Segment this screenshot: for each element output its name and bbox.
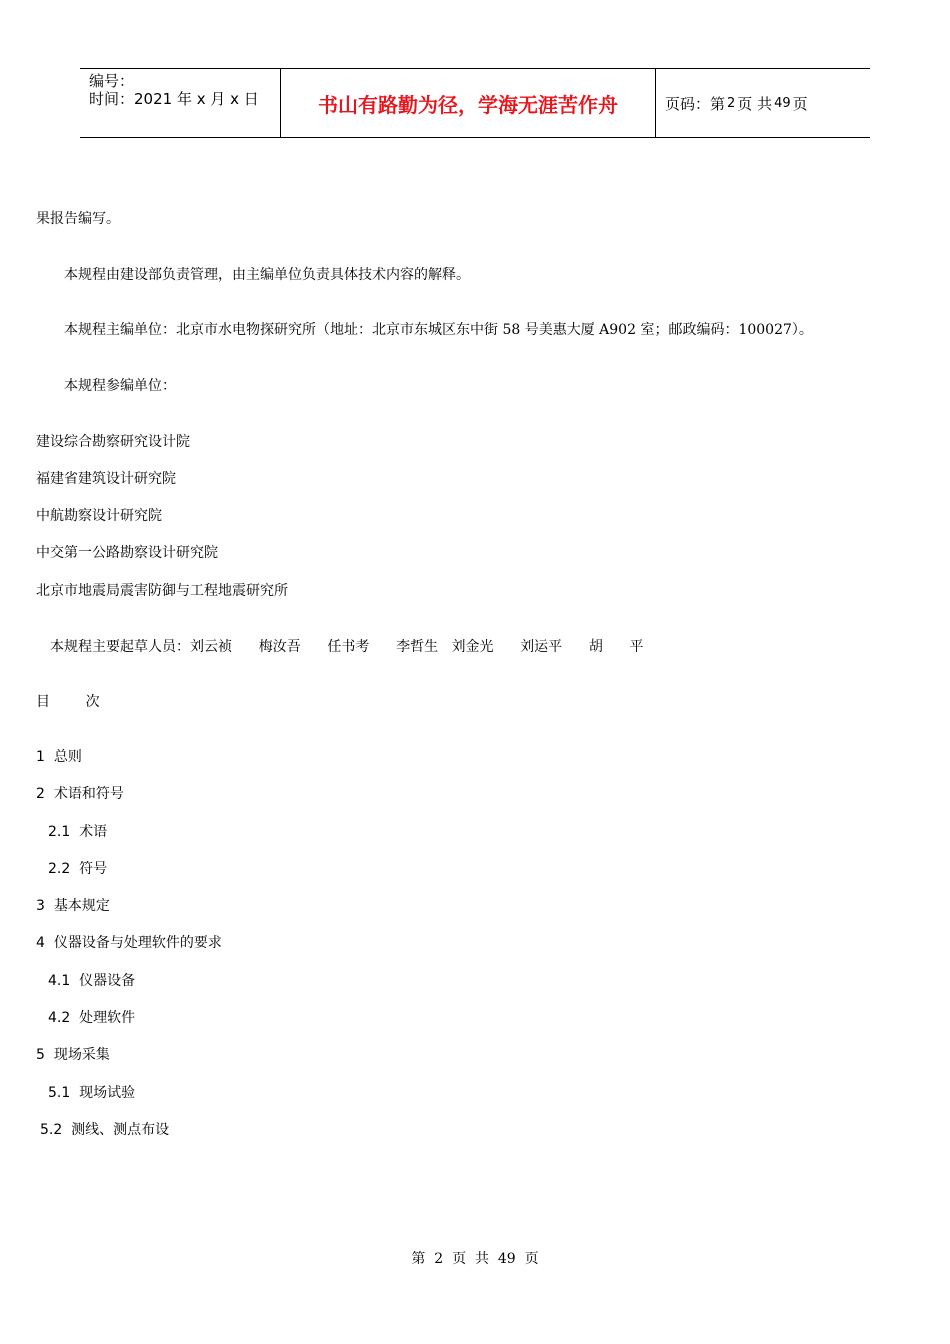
unit-item: 中交第一公路勘察设计研究院 — [36, 545, 218, 561]
body-line-3: 本规程主编单位：北京市水电物探研究所（地址：北京市东城区东中街 58 号美惠大厦 A902 室；邮政编码：100027）。 — [64, 322, 813, 338]
body-line-2: 本规程由建设部负责管理，由主编单位负责具体技术内容的解释。 — [64, 267, 470, 283]
date-label: 时间：2021 年 x 月 x 日 — [89, 90, 259, 108]
toc-item: 5.2 测线、测点布设 — [40, 1122, 170, 1138]
unit-item: 北京市地震局震害防御与工程地震研究所 — [36, 583, 288, 599]
page-current: 2 — [727, 95, 736, 111]
number-label: 编号： — [89, 72, 135, 90]
drafters-line: 本规程主要起草人员：刘云祯 梅汝吾 任书考 李哲生 刘金光 刘运平 胡 平 — [50, 639, 644, 655]
toc-item: 1 总则 — [36, 749, 82, 765]
toc-item: 2 术语和符号 — [36, 786, 124, 802]
page-total: 49 — [774, 95, 791, 111]
page-header — [80, 68, 870, 138]
toc-title: 目 次 — [36, 694, 100, 710]
toc-item: 2.2 符号 — [48, 861, 108, 877]
unit-item: 中航勘察设计研究院 — [36, 508, 162, 524]
toc-item: 4.2 处理软件 — [48, 1010, 136, 1026]
page-prefix: 页码：第 — [665, 94, 726, 113]
toc-item: 4 仪器设备与处理软件的要求 — [36, 935, 222, 951]
header-motto: 书山有路勤为径，学海无涯苦作舟 — [280, 69, 656, 137]
toc-item: 2.1 术语 — [48, 824, 108, 840]
toc-item: 5 现场采集 — [36, 1047, 110, 1063]
unit-item: 建设综合勘察研究设计院 — [36, 434, 190, 450]
unit-item: 福建省建筑设计研究院 — [36, 471, 176, 487]
body-line-4: 本规程参编单位： — [64, 378, 176, 394]
toc-item: 4.1 仪器设备 — [48, 973, 136, 989]
header-page-info — [656, 69, 870, 137]
toc-item: 3 基本规定 — [36, 898, 110, 914]
body-line-1: 果报告编写。 — [36, 211, 120, 227]
page-suffix: 页 — [792, 94, 808, 113]
page-mid: 页 共 — [737, 94, 773, 113]
header-left-cell — [80, 69, 280, 137]
page-footer: 第 2 页 共 49 页 — [411, 1251, 539, 1267]
toc-item: 5.1 现场试验 — [48, 1085, 136, 1101]
